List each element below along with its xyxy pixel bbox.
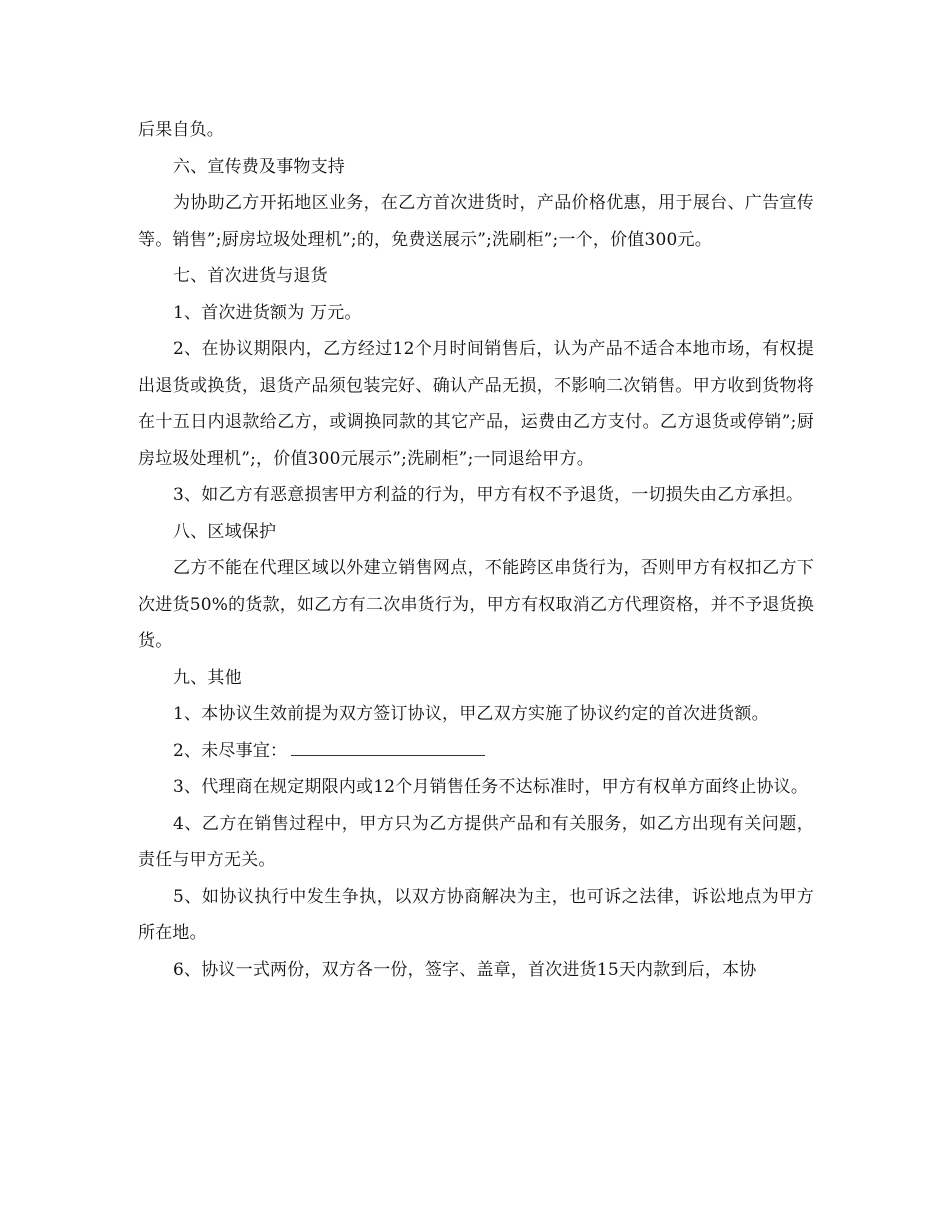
paragraph-promotion-support: 为协助乙方开拓地区业务，在乙方首次进货时，产品价格优惠，用于展台、广告宣传等。销售”;厨房垃圾处理机”;的，免费送展示”;洗刷柜”;一个，价值300元。 [138,193,814,250]
section-heading-7: 七、首次进货与退货 [173,266,328,286]
paragraph-region-protection: 乙方不能在代理区域以外建立销售网点，不能跨区串货行为，否则甲方有权扣乙方下次进货50%的货款，如乙方有二次串货行为，甲方有权取消乙方代理资格，并不予退货换货。 [138,558,814,651]
clause-9-2 [138,733,814,770]
section-heading-8: 八、区域保护 [173,521,277,542]
document-body [138,112,814,988]
clause-9-4: 4、乙方在销售过程中，甲方只为乙方提供产品和有关服务，如乙方出现有关问题，责任与甲方无关。 [138,813,814,870]
clause-9-3: 3、代理商在规定期限内或12个月销售任务不达标准时，甲方有权单方面终止协议。 [173,777,809,797]
paragraph-consequence: 后果自负。 [138,120,224,140]
blank-fill-line [291,739,485,756]
clause-9-2-label: 2、未尽事宜： [173,740,288,761]
section-heading-9: 九、其他 [173,667,242,688]
clause-9-5: 5、如协议执行中发生争执，以双方协商解决为主，也可诉之法律，诉讼地点为甲方所在地。 [138,886,814,943]
section-heading-6: 六、宣传费及事物支持 [173,156,345,177]
clause-7-1: 1、首次进货额为 万元。 [173,302,362,323]
clause-7-3: 3、如乙方有恶意损害甲方利益的行为，甲方有权不予退货，一切损失由乙方承担。 [173,485,804,505]
clause-9-6: 6、协议一式两份，双方各一份，签字、盖章，首次进货15天内款到后，本协 [173,959,757,980]
clause-9-1: 1、本协议生效前提为双方签订协议，甲乙双方实施了协议约定的首次进货额。 [173,704,769,724]
clause-7-2: 2、在协议期限内，乙方经过12个月时间销售后，认为产品不适合本地市场，有权提出退货或换货，退货产品须包装完好、确认产品无损，不影响二次销售。甲方收到货物将在十五日内退款给乙方，或调换同款的其它产品，运费由乙方支付。乙方退货或停销”;厨房垃圾处理机”;，价值300元展示”;洗刷柜”;一同退给甲方。 [138,339,814,469]
